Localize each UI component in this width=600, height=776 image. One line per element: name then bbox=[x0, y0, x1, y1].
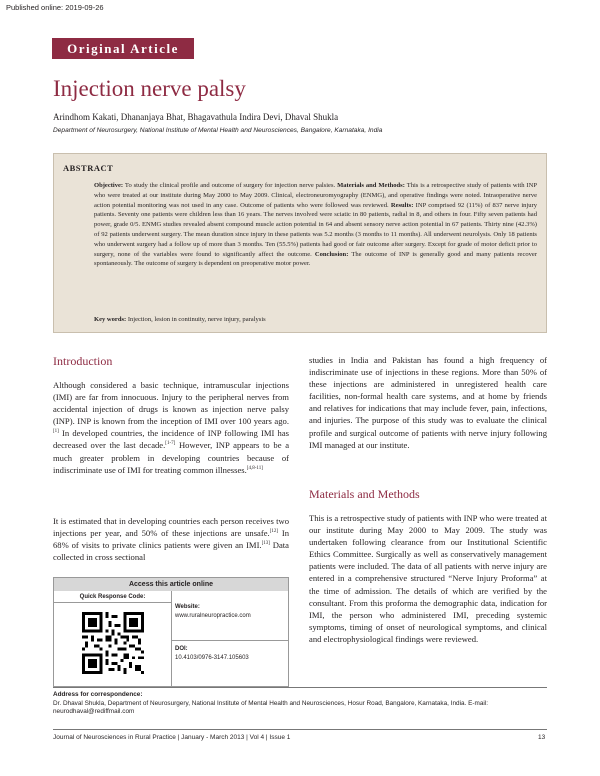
introduction-heading: Introduction bbox=[53, 354, 113, 368]
citation[interactable]: [1-7] bbox=[165, 441, 176, 447]
doi-block bbox=[175, 645, 249, 663]
intro-p1-text-b: In developed countries, the incidence of INP following IMI has decreased over the last decade. bbox=[53, 428, 289, 451]
doi-label: DOI: bbox=[175, 646, 188, 652]
website-label: Website: bbox=[175, 604, 200, 610]
footer-divider bbox=[53, 729, 547, 730]
methods-heading: Materials and Methods bbox=[309, 487, 420, 501]
citation[interactable]: [13] bbox=[261, 541, 270, 547]
website-block bbox=[175, 603, 251, 621]
divider bbox=[53, 687, 547, 688]
published-date: Published online: 2019-09-26 bbox=[6, 3, 104, 12]
objective-label: Objective: bbox=[94, 182, 124, 189]
website-link[interactable]: www.ruralneuropractice.com bbox=[175, 613, 251, 619]
citation[interactable]: [4,8-11] bbox=[246, 465, 263, 471]
correspondence-block bbox=[53, 691, 553, 717]
article-title: Injection nerve palsy bbox=[53, 76, 246, 101]
keywords-label: Key words: bbox=[94, 316, 127, 323]
objective-text: To study the clinical profile and outcome of surgery for injection nerve palsies. bbox=[124, 182, 336, 189]
access-article-box bbox=[53, 577, 289, 687]
correspondence-heading: Address for correspondence: bbox=[53, 691, 143, 698]
abstract-heading: ABSTRACT bbox=[63, 163, 114, 173]
abstract-body bbox=[94, 181, 537, 269]
citation[interactable]: [12] bbox=[269, 529, 279, 535]
journal-footer: Journal of Neurosciences in Rural Practice | January - March 2013 | Vol 4 | Issue 1 bbox=[53, 734, 291, 741]
introduction-para-2 bbox=[53, 515, 289, 563]
methods-para bbox=[309, 512, 547, 645]
intro-p1-text-a: Although considered a basic technique, intramuscular injections (IMI) are far from innocuous. Injury to the peripheral nerves from accidental injection of drugs is known as injection nerve palsy (INP). INP is known from the inception of IMI over 100 years ago. bbox=[53, 380, 289, 427]
conclusion-label: Conclusion: bbox=[314, 250, 349, 258]
author-list: Arindhom Kakati, Dhananjaya Bhat, Bhagavathula Indira Devi, Dhaval Shukla bbox=[53, 112, 339, 122]
correspondence-text: Dr. Dhaval Shukla, Department of Neurosurgery, National Institute of Mental Health and Neurosciences, Hosur Road, Bangalore, Karnataka, India. E-mail: neurodhaval@rediffmail.com bbox=[53, 699, 489, 716]
methods-body-text: This is a retrospective study of patients with INP who were treated at our institute during May 2000 to May 2009. The study was undertaken following clearance from our Institutional Scientific Ethics Committee. Surgically as well as conservatively management patients were included. The data of all patients with nerve injury are entered in a comprehensive structured “Nerve Injury Proforma” at the time of admission. The details of which are verified by the consultant. From this proforma the demographic data, indication for IMI, the person who administered IMI, preceding systemic symptoms, timing of onset of neurological symptoms, and clinical and electrophysiological findings were reviewed. bbox=[309, 513, 547, 644]
introduction-para-1 bbox=[53, 379, 289, 476]
qr-label: Quick Response Code: bbox=[54, 591, 172, 603]
intro-p1-text-c: However, INP appears to be a much greater problem in developing countries because of indiscriminate use of IMI for treating common illnesses. bbox=[53, 440, 290, 475]
qr-code-icon[interactable] bbox=[82, 612, 144, 674]
intro-p2-text-c: Data collected in cross sectional bbox=[53, 540, 290, 563]
methods-text: This is a retrospective study of patients with INP who were treated at our institute during May 2000 to May 2009. Clinical, electroneuromyography (ENMG), and operative findings were noted. Intraoperative nerve action potential monitoring was not used in any case. Outcome of patients who were followed was reviewed. bbox=[94, 182, 537, 209]
results-text: INP comprised 92 (11%) of 837 nerve injury patients. Seventy one patients were children less than 16 years. The nerves involved were sciatic in 80 patients, radial in 8, and others in four. Fifty seven patients had power, grade 0/5. ENMG studies revealed absent compound muscle action potential in 64 and absent sensory nerve action potential in 67 patients. Thirty nine (42.3%) of 92 patients underwent surgery. The mean duration since injury in these patients was 5.2 months (3 months to 11 months). All underwent neurolysis. Only 18 patients who underwent surgery had a follow up of more than 3 months. Ten (55.5%) patients had good or fair outcome after surgery. Except for grade of motor deficit prior to surgery, none of the variables were found to significantly affect the outcome. bbox=[94, 201, 537, 258]
doi-link[interactable]: 10.4103/0976-3147.105603 bbox=[175, 655, 249, 661]
keywords bbox=[94, 316, 266, 323]
intro-col2-text: studies in India and Pakistan has found a high frequency of indiscriminate use of injections in these regions. More than 50% of these injections are administered in unregistered health care facilities, non-formal health care systems, and at home by friends and relatives for indications that may include fever, pain, infections, and injuries. The purpose of this study was to evaluate the clinical profile and surgical outcome of patients with nerve injury following IMI managed at our institute. bbox=[309, 355, 547, 450]
article-type-banner: Original Article bbox=[52, 38, 194, 59]
access-divider bbox=[172, 640, 288, 641]
page-number: 13 bbox=[538, 734, 546, 741]
access-heading: Access this article online bbox=[54, 578, 288, 591]
citation[interactable]: [1] bbox=[53, 429, 59, 435]
affiliation: Department of Neurosurgery, National Institute of Mental Health and Neurosciences, Bangalore, Karnataka, India bbox=[53, 127, 383, 134]
methods-label: Materials and Methods: bbox=[337, 182, 405, 189]
abstract-box bbox=[53, 153, 547, 333]
keywords-text: Injection, lesion in continuity, nerve injury, paralysis bbox=[127, 316, 266, 323]
intro-p2-text-a: It is estimated that in developing countries each person receives two injections per year, and 50% of these injections are unsafe. bbox=[53, 516, 289, 539]
results-label: Results: bbox=[390, 201, 414, 209]
qr-cell bbox=[54, 603, 172, 687]
conclusion-text: The outcome of INP is generally good and many patients recover spontaneously. The outcome of surgery is dependent on preoperative motor power. bbox=[94, 250, 538, 268]
introduction-para-3 bbox=[309, 354, 547, 451]
intro-p2-text-b: In 68% of visits to private clinics patients were given an IMI. bbox=[53, 528, 289, 551]
